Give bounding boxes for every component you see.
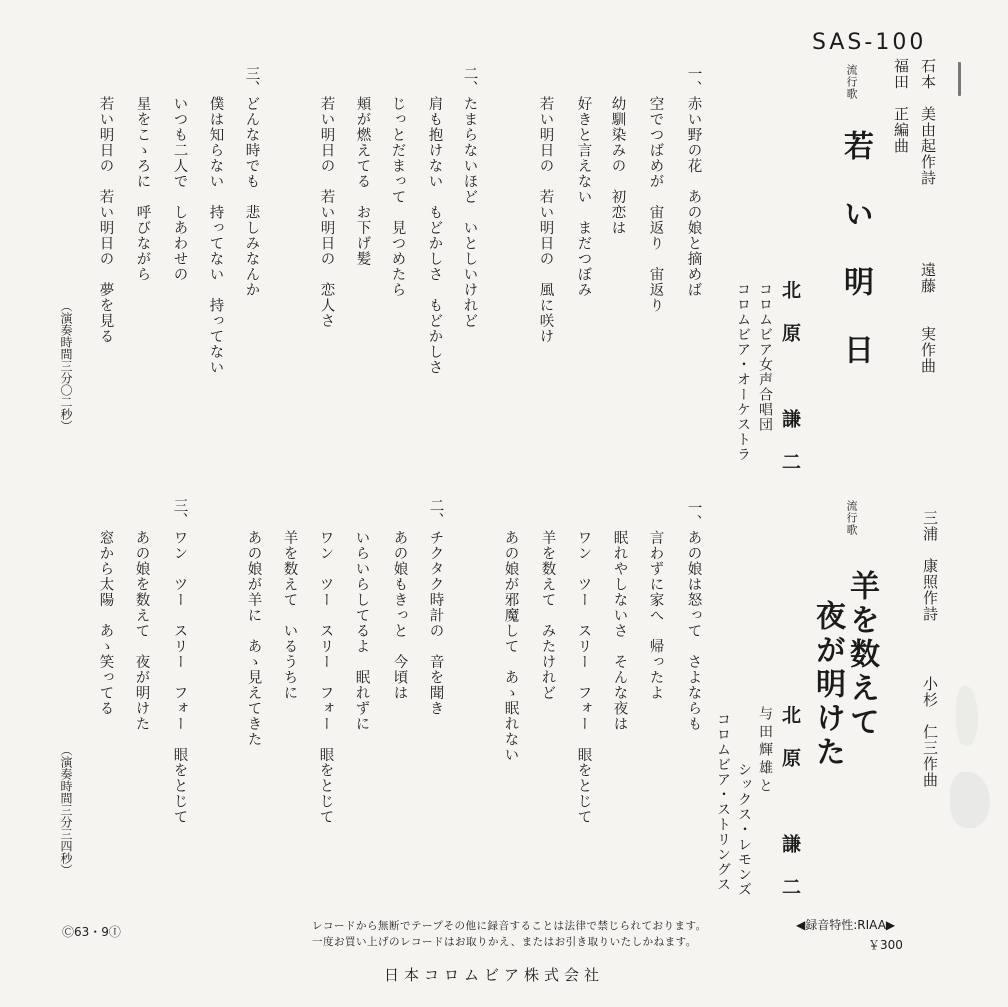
side-a-verse-1-line-5: 若い明日の 若い明日の 風に咲け	[537, 96, 554, 344]
side-a-verse-3-line-5: 若い明日の 若い明日の 夢を見る	[97, 96, 114, 344]
side-b-verse-1-line-4: ワン ツー スリー フォー 眼をとじて	[575, 530, 592, 825]
side-b-title-line-2: 夜が明けた	[810, 600, 845, 770]
side-b-verse-1-line-1: あの娘は怒って さよならも	[685, 530, 702, 732]
side-a-verse-2-line-4: 頬が燃えてる お下げ髪	[354, 96, 371, 267]
side-a-orchestra: コロムビア・オーケストラ	[735, 282, 751, 462]
side-a-verse-3-line-3: いつも二人で しあわせの	[171, 96, 188, 282]
side-b-verse-2-line-5: 羊を数えて いるうちに	[281, 530, 298, 701]
side-a-verse-2-line-5: 若い明日の 若い明日の 恋人さ	[318, 96, 335, 329]
side-b-verse-2-number: 二、	[427, 498, 444, 527]
copyright-mark: Ⓒ63・9Ⓘ	[62, 925, 121, 939]
side-b-verse-3-number: 三、	[171, 498, 188, 527]
side-b-verse-1-line-5: 羊を数えて みたけれど	[539, 530, 556, 701]
side-b-verse-1-number: 一、	[685, 500, 702, 529]
side-a-verse-3-line-1: どんな時でも 悲しみなんか	[243, 96, 260, 298]
paper-scuff	[950, 772, 990, 828]
side-b-artist: 北原 謙二	[779, 705, 801, 920]
side-a-chorus: コロムビア女声合唱団	[757, 282, 773, 432]
company-name: 日本コロムビア株式会社	[384, 966, 605, 984]
side-b-genre: 流行歌	[845, 500, 858, 536]
side-b-composer: 小杉 仁三作曲	[921, 676, 939, 788]
paper-mark	[958, 62, 961, 96]
side-a-duration: （演奏時間三分〇二秒）	[59, 300, 73, 432]
side-b-lyricist: 三浦 康照作詩	[921, 510, 939, 622]
side-b-verse-1-line-6: あの娘が邪魔して あゝ眠れない	[502, 530, 519, 763]
side-a-verse-1-line-1: 赤い野の花 あの娘と摘めば	[685, 96, 702, 298]
side-a-verse-1-number: 一、	[685, 66, 702, 95]
side-a-arranger: 福田 正編曲	[892, 58, 910, 154]
side-a-verse-2-line-1: たまらないほど いとしいけれど	[461, 96, 478, 329]
side-b-verse-1-line-3: 眠れやしないさ そんな夜は	[611, 530, 628, 732]
side-b-verse-2-line-3: いらいらしてるよ 眠れずに	[353, 530, 370, 732]
side-b-verse-3-line-2: あの娘を数えて 夜が明けた	[133, 530, 150, 732]
side-b-verse-2-line-6: あの娘が羊に あゝ見えてきた	[245, 530, 262, 747]
copyright-warning-line-2: 一度お買い上げのレコードはお取りかえ、またはお引き取りいたしかねます。	[312, 936, 697, 948]
side-b-verse-1-line-2: 言わずに家へ 帰ったよ	[647, 530, 664, 701]
catalog-number: SAS-100	[812, 30, 927, 55]
side-b-strings: コロムビア・ストリングス	[715, 712, 731, 892]
side-b-verse-3-line-1: 窓から太陽 あゝ笑ってる	[97, 530, 114, 716]
price: ￥300	[868, 938, 903, 952]
side-b-title-line-1: 羊を数えて	[844, 570, 879, 740]
side-a-verse-2-number: 二、	[461, 66, 478, 95]
side-a-verse-2-line-3: じっとだまって 見つめたら	[389, 96, 406, 298]
side-a-verse-3-line-4: 星をこゝろに 呼びながら	[134, 96, 151, 282]
copyright-warning-line-1: レコードから無断でテープその他に録音することは法律で禁じられております。	[312, 920, 707, 932]
side-b-verse-3-line-3: ワン ツー スリー フォー 眼をとじて	[171, 530, 188, 825]
side-a-artist: 北原 謙二	[779, 280, 801, 495]
side-a-composer: 遠藤 実作曲	[919, 262, 937, 374]
paper-scuff	[956, 686, 978, 746]
side-b-verse-2-line-2: あの娘もきっと 今頃は	[391, 530, 408, 701]
side-b-performer-2: シックス・レモンズ	[736, 762, 752, 897]
side-b-duration: （演奏時間三分三四秒）	[59, 744, 73, 876]
side-a-verse-3-number: 三、	[243, 66, 260, 95]
recording-curve: ◀録音特性:RIAA▶	[796, 918, 896, 932]
side-a-verse-3-line-2: 僕は知らない 持ってない 持ってない	[207, 96, 224, 375]
side-a-verse-1-line-2: 空でつばめが 宙返り 宙返り	[647, 96, 664, 313]
side-a-verse-1-line-4: 好きと言えない まだつぼみ	[575, 96, 592, 298]
side-b-performer-1: 与田輝雄と	[757, 706, 773, 796]
side-a-verse-2-line-2: 肩も抱けない もどかしさ もどかしさ	[426, 96, 443, 375]
side-a-title: 若い明日	[838, 130, 873, 402]
side-a-verse-1-line-3: 幼馴染みの 初恋は	[609, 96, 626, 236]
side-b-verse-2-line-1: チクタク時計の 音を聞き	[427, 530, 444, 716]
side-b-verse-2-line-4: ワン ツー スリー フォー 眼をとじて	[317, 530, 334, 825]
side-a-genre: 流行歌	[845, 64, 858, 100]
side-a-lyricist: 石本 美由起作詩	[919, 58, 937, 186]
